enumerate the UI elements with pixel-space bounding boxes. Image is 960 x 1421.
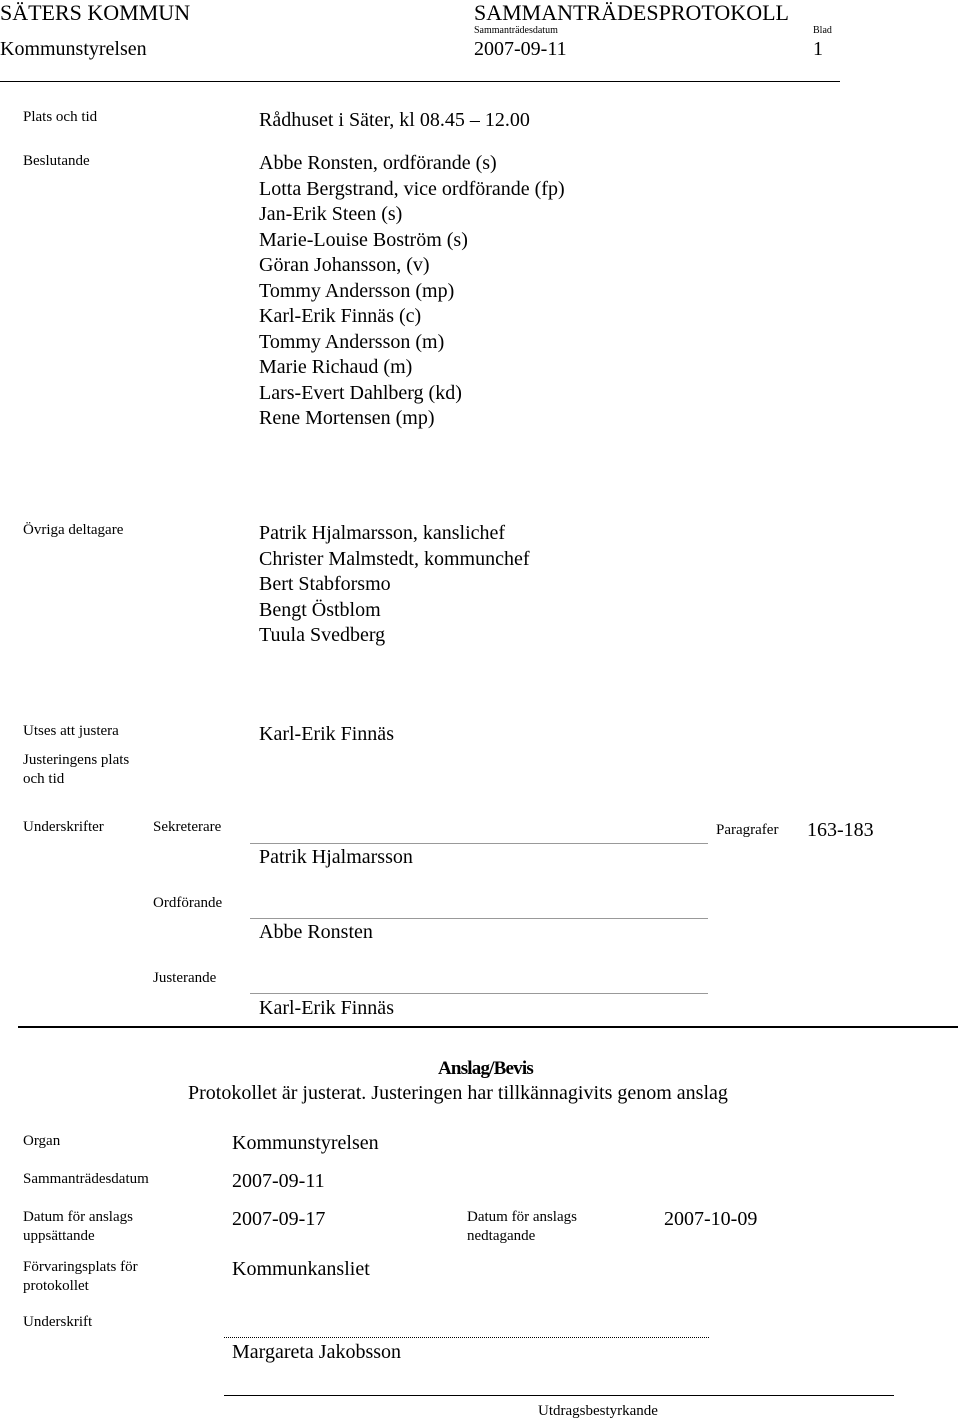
place-value: Rådhuset i Säter, kl 08.45 – 12.00 [259,109,530,131]
meeting-date-caption: Sammanträdesdatum [474,25,558,36]
organ-value: Kommunstyrelsen [232,1132,379,1154]
adjuster-label: Utses att justera [23,723,119,739]
decider-name: Lotta Bergstrand, vice ordförande (fp) [259,177,565,200]
chair-label: Ordförande [153,895,223,911]
secretary-signature-line [250,843,708,844]
page-caption: Blad [813,25,832,36]
paragraphs-value: 163-183 [807,819,874,841]
participant-name: Bengt Östblom [259,598,381,621]
document-type: SAMMANTRÄDESPROTOKOLL [474,0,789,25]
storage-label: Förvaringsplats för protokollet [23,1259,138,1294]
participant-name: Patrik Hjalmarsson, kanslichef [259,522,506,544]
decider-name: Marie Richaud (m) [259,356,413,378]
section-rule [18,1026,958,1028]
participant-name: Christer Malmstedt, kommunchef [259,547,530,570]
participant-name: Tuula Svedberg [259,624,386,646]
adjuster-signature-label: Justerande [153,970,217,986]
posted-date-value: 2007-09-17 [232,1208,326,1230]
adjuster-signature-line [250,993,708,994]
posted-date-label: Datum för anslags uppsättande [23,1209,133,1244]
body-name: Kommunstyrelsen [0,38,147,60]
participant-name: Bert Stabforsmo [259,573,391,595]
secretary-label: Sekreterare [153,819,222,835]
adjust-place-label: Justeringens plats och tid [23,752,130,787]
decider-name: Göran Johansson, (v) [259,254,430,276]
organ-label: Organ [23,1133,61,1149]
adjuster-value: Karl-Erik Finnäs [259,723,394,745]
removed-date-label: Datum för anslags nedtagande [467,1209,577,1244]
notice-title: Anslag/Bevis [438,1058,533,1079]
decider-name: Jan-Erik Steen (s) [259,203,403,225]
removed-date-value: 2007-10-09 [664,1208,758,1230]
signature-label: Underskrift [23,1314,93,1330]
decider-name: Tommy Andersson (mp) [259,279,455,302]
paragraphs-label: Paragrafer [716,822,779,838]
decider-name: Rene Mortensen (mp) [259,407,435,429]
notice-date-label: Sammanträdesdatum [23,1171,149,1187]
others-label: Övriga deltagare [23,522,124,538]
deciders-label: Beslutande [23,153,90,169]
decider-name: Abbe Ronsten, ordförande (s) [259,152,497,174]
others-list [259,521,530,649]
decider-name: Marie-Louise Boström (s) [259,228,468,251]
notice-date-value: 2007-09-11 [232,1170,325,1192]
decider-name: Karl-Erik Finnäs (c) [259,305,422,327]
secretary-name: Patrik Hjalmarsson [259,846,413,868]
municipality-name: SÄTERS KOMMUN [0,0,191,25]
notice-text: Protokollet är justerat. Justeringen har tillkännagivits genom anslag [188,1082,728,1104]
place-label: Plats och tid [23,109,98,125]
certification-label: Utdragsbestyrkande [538,1403,658,1419]
decider-name: Tommy Andersson (m) [259,330,445,353]
storage-value: Kommunkansliet [232,1258,370,1280]
adjuster-signature-name: Karl-Erik Finnäs [259,997,394,1019]
chair-signature-line [250,918,708,919]
notice-signature-line [224,1337,709,1338]
page-number: 1 [813,38,823,60]
deciders-list [259,151,565,432]
signatures-label: Underskrifter [23,819,104,835]
meeting-date: 2007-09-11 [474,38,567,60]
header-rule [0,81,840,82]
certification-rule [224,1395,894,1396]
chair-name: Abbe Ronsten [259,921,373,943]
decider-name: Lars-Evert Dahlberg (kd) [259,381,462,404]
signature-name: Margareta Jakobsson [232,1341,402,1363]
